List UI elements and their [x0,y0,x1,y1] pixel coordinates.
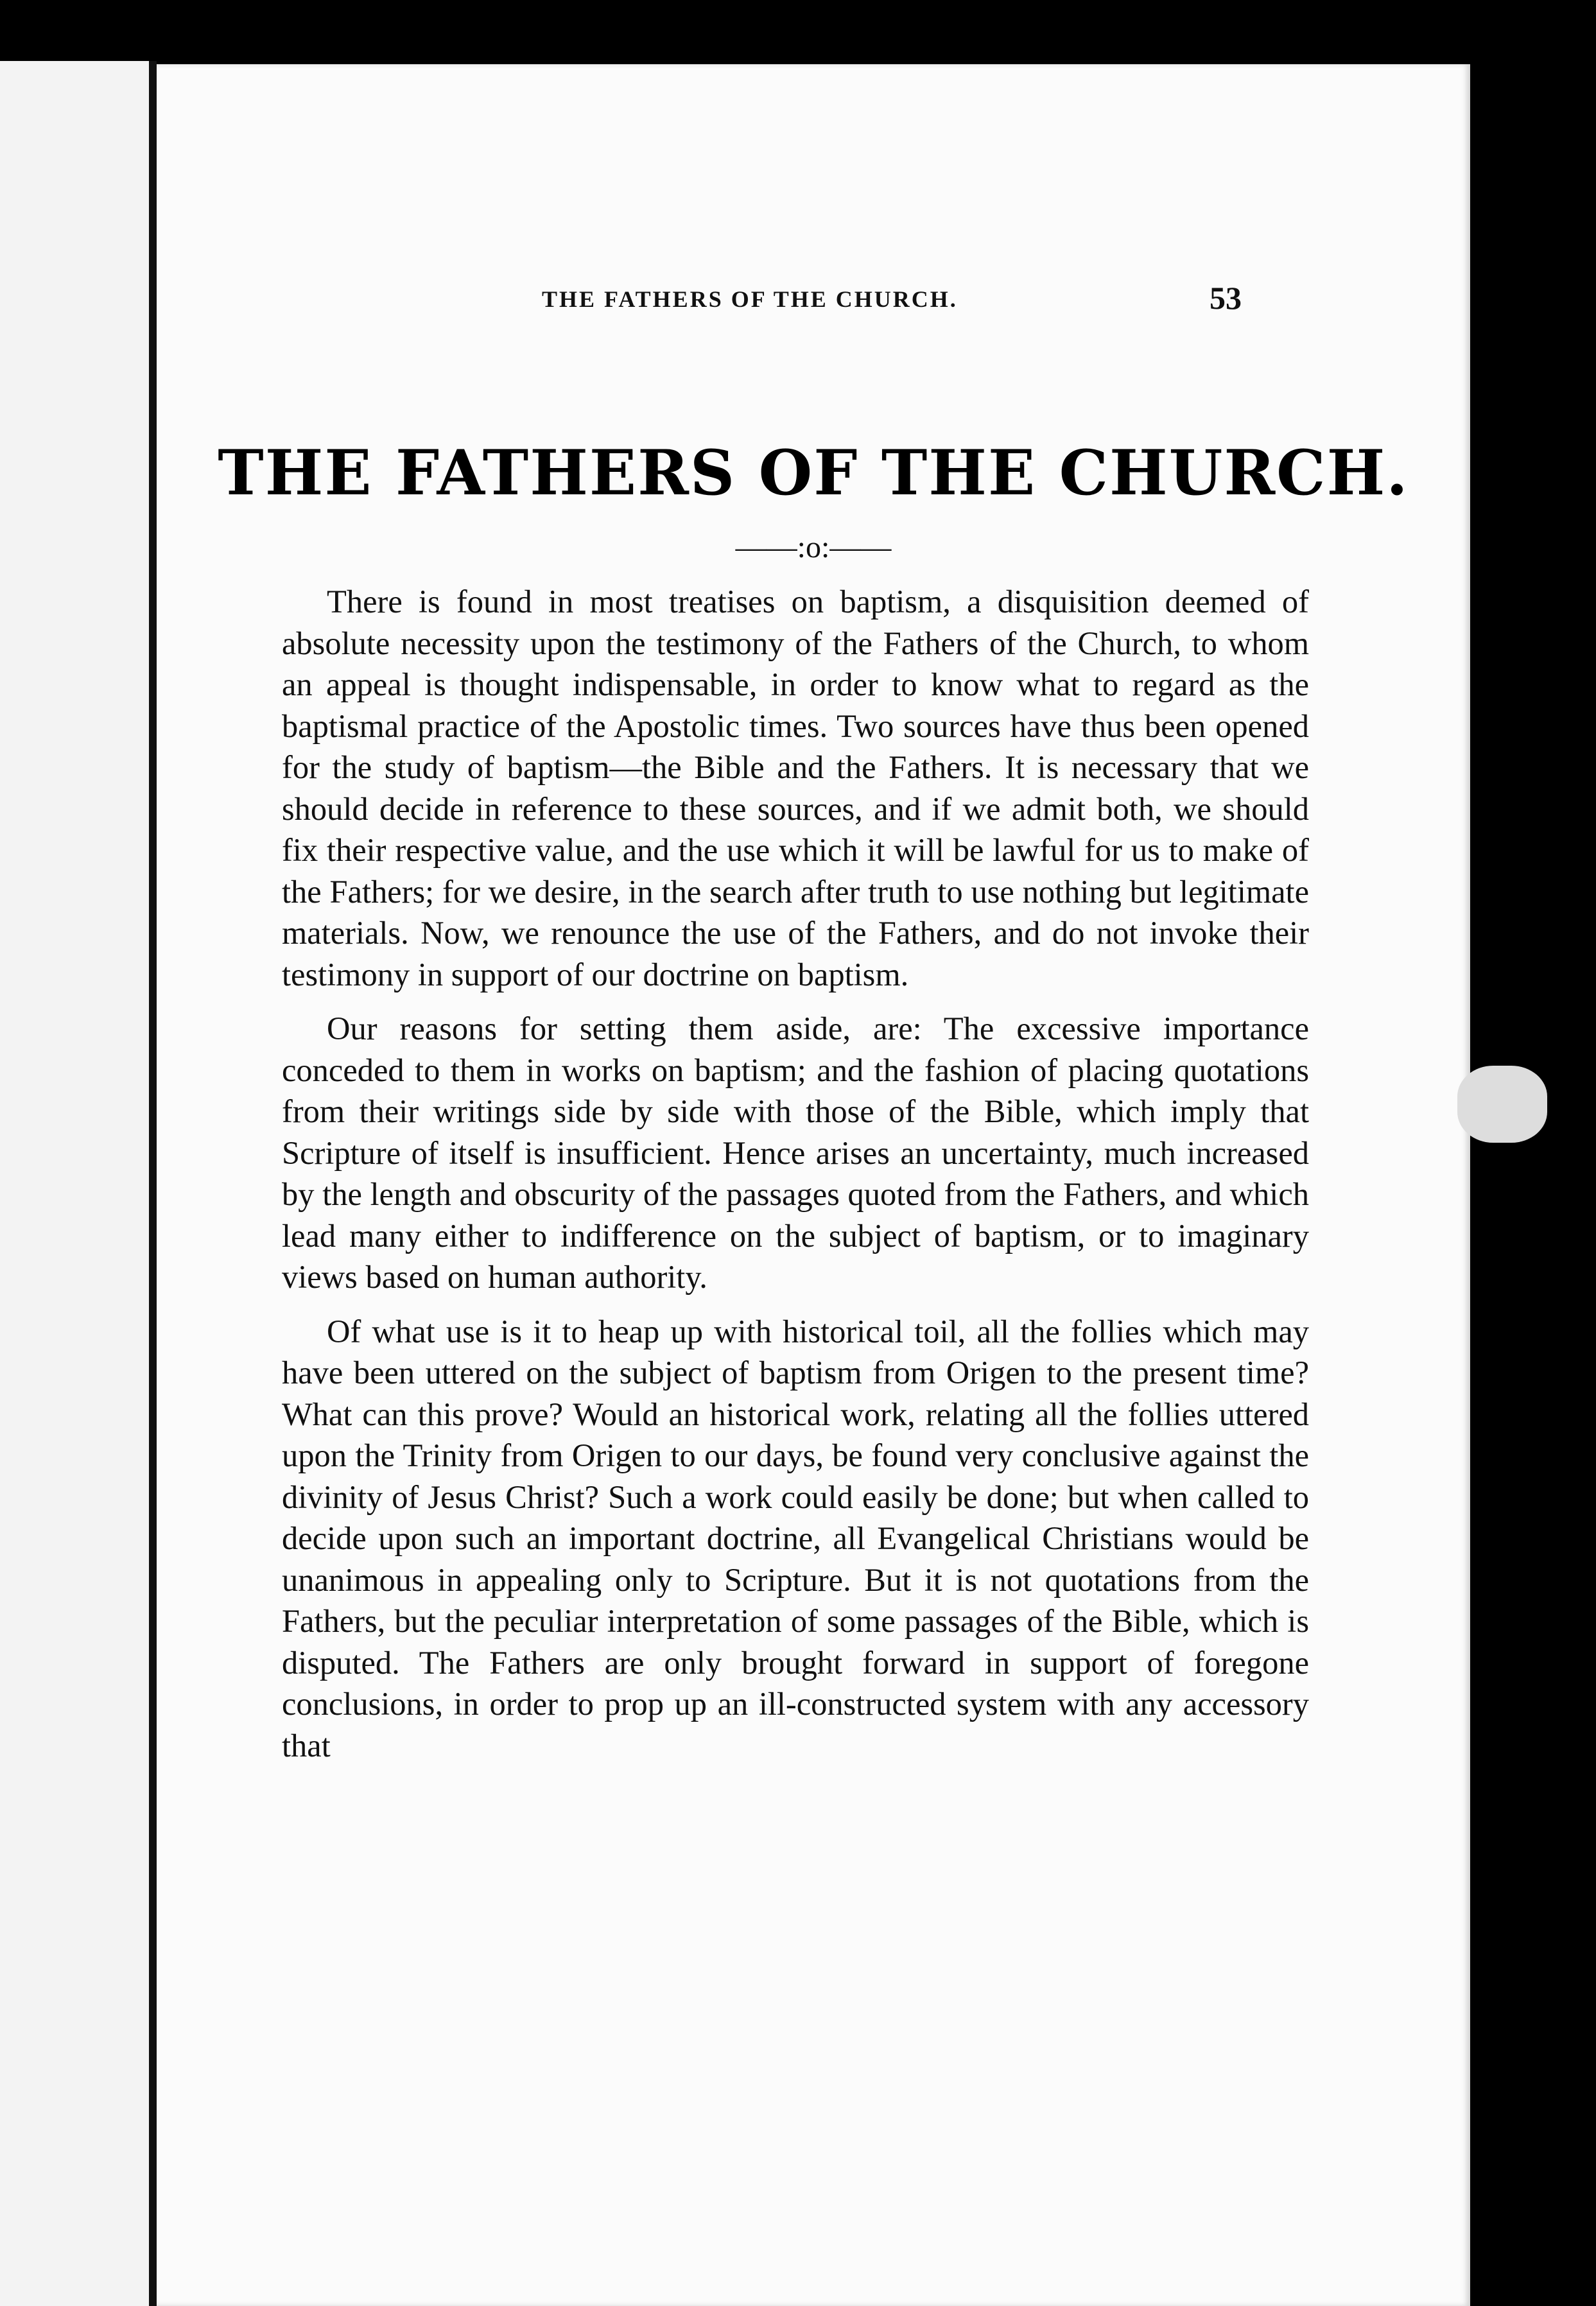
paragraph: There is found in most treatises on baptism, a disquisition deemed of absolute necessity upon the testimony of the Fathers of the Church, to whom an appeal is thought indispensable, in order to know what to regard as the baptismal practice of the Apostolic times. Two sources have thus been opened for the study of baptism—the Bible and the Fathers. It is necessary that we should decide in reference to these sources, and if we admit both, we should fix their respective value, and the use which it will be lawful for us to make of the Fathers; for we desire, in the search after truth to use nothing but legitimate materials. Now, we renounce the use of the Fathers, and do not invoke their testimony in support of our doctrine on baptism. [282,584,1309,993]
chapter-title: THE FATHERS OF THE CHURCH. [218,437,1409,509]
ornamental-divider: ——:o:—— [735,530,892,564]
facing-page-edge [0,61,149,2306]
paragraph: Our reasons for setting them aside, are: The excessive importance conceded to them in works on baptism; and the fashion of placing quotations from their writings side by side with those of the Bible, which imply that Scripture of itself is insufficient. Hence arises an uncertainty, much increased by the length and obscurity of the passages quoted from the Fathers, and which lead many either to indifference on the subject of baptism, or to imaginary views based on human authority. [282,1010,1309,1295]
running-head-title: THE FATHERS OF THE CHURCH. [542,286,958,312]
page-number: 53 [1210,280,1242,316]
book-spine [149,61,157,2306]
page-tear-mark [1457,1066,1547,1143]
book-page [157,64,1470,2306]
body-text [282,581,1309,1779]
running-head [157,280,1470,324]
paragraph: Of what use is it to heap up with historical toil, all the follies which may have been uttered on the subject of baptism from Origen to the present time? What can this prove? Would an historical work, relating all the follies uttered upon the Trinity from Origen to our days, be found very conclusive against the divinity of Jesus Christ? Such a work could easily be done; but when called to decide upon such an important doctrine, all Evangelical Christians would be unanimous in appealing only to Scripture. But it is not quotations from the Fathers, but the peculiar interpretation of some passages of the Bible, which is disputed. The Fathers are only brought forward in support of foregone conclusions, in order to prop up an ill-constructed system with any accessory that [282,1313,1309,1764]
